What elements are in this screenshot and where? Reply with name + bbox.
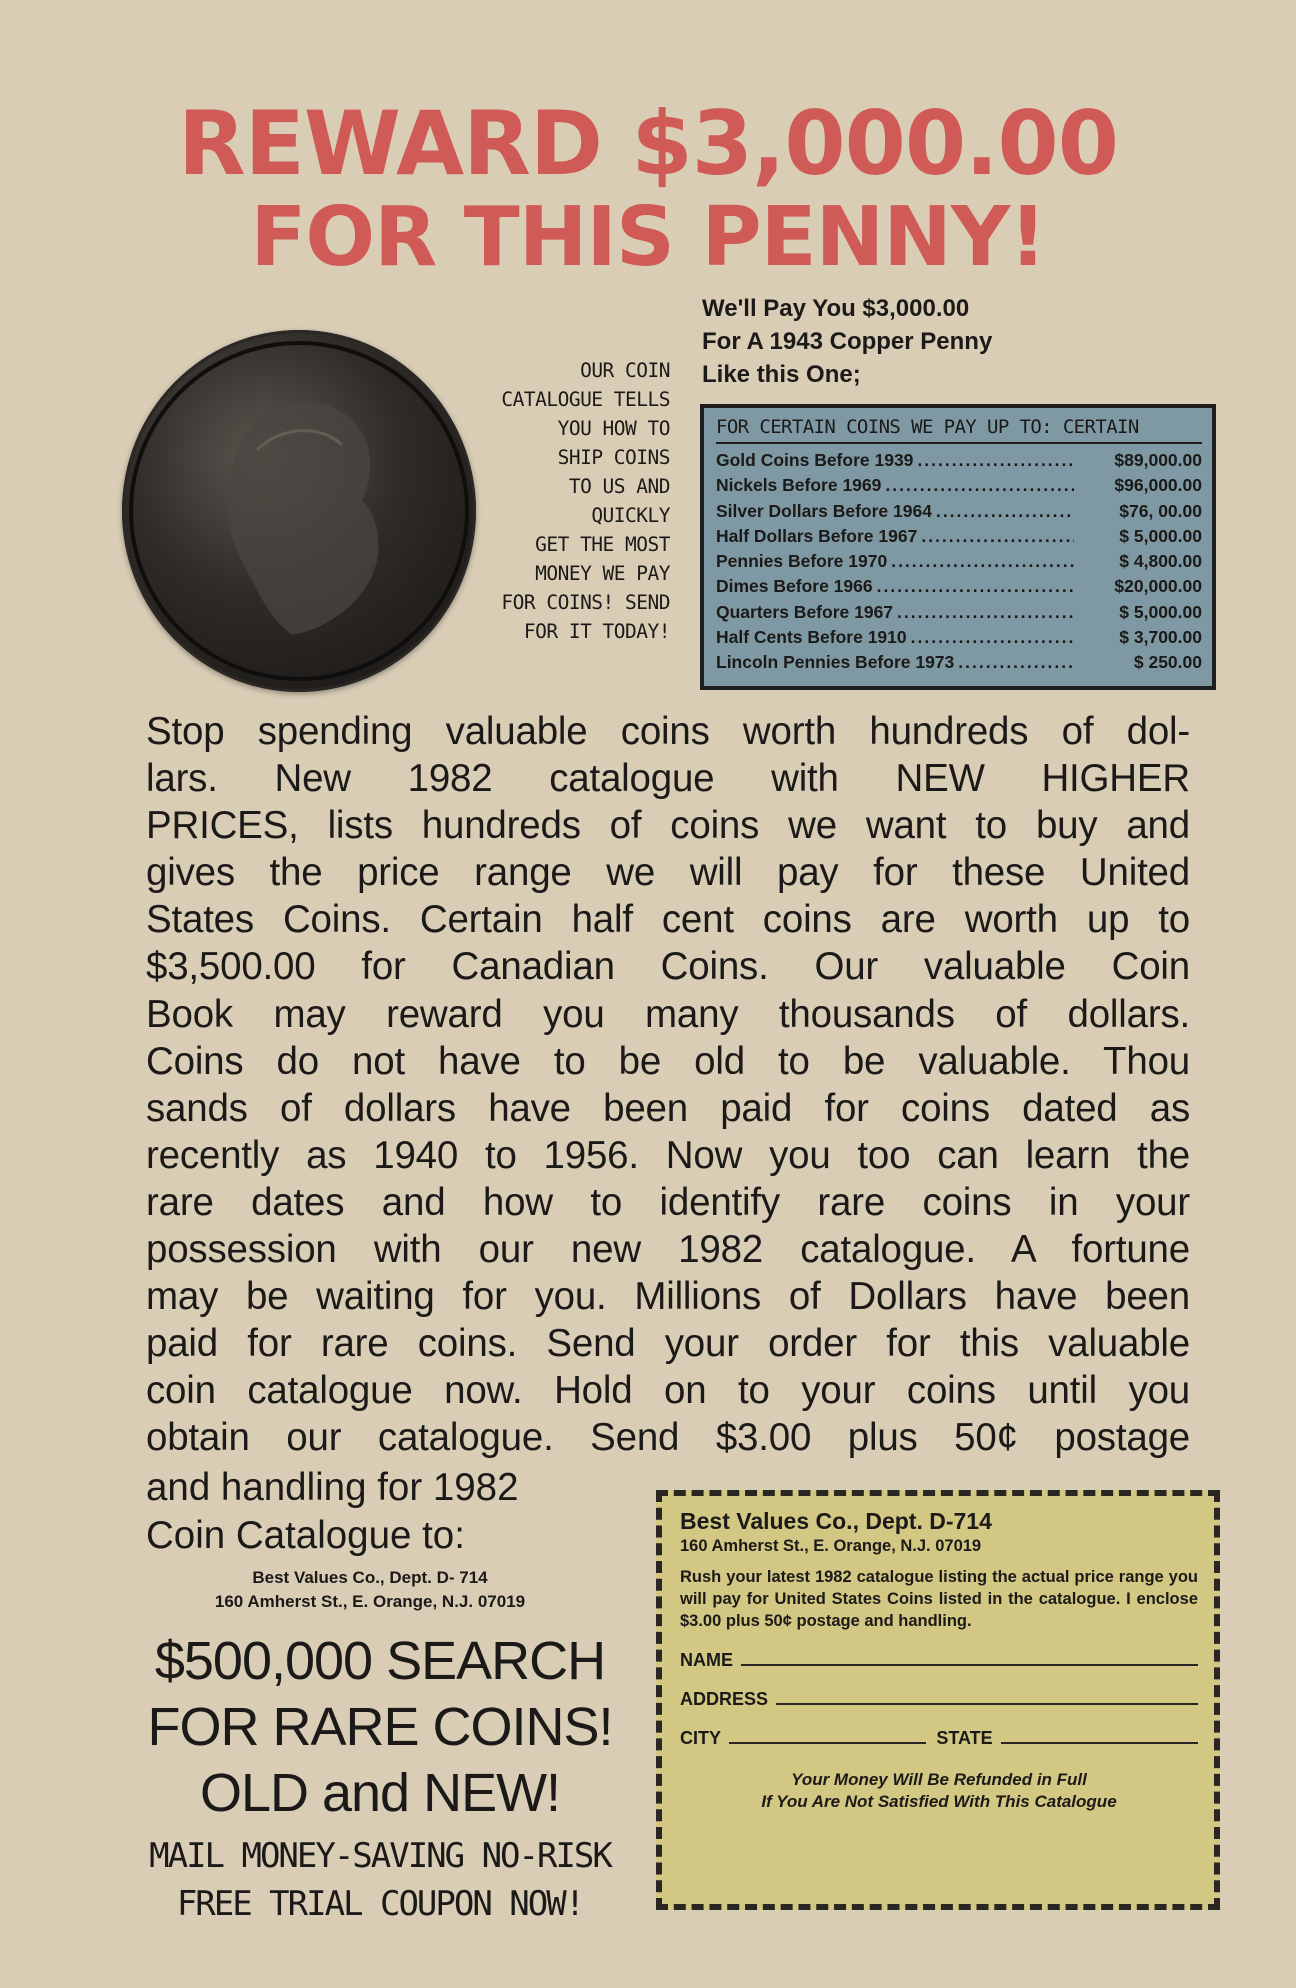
body-line: gives the price range we will pay for these United [146, 851, 1190, 895]
coin-price: $96,000.00 [1114, 475, 1202, 496]
state-label: STATE [936, 1728, 993, 1748]
address-line[interactable] [776, 1689, 1198, 1705]
note-line: SHIP COINS [557, 446, 670, 469]
note-line: YOU HOW TO [557, 417, 670, 440]
street-address: 160 Amherst St., E. Orange, N.J. 07019 [214, 1592, 526, 1611]
coin-price: $ 4,800.00 [1119, 551, 1202, 572]
note-line: CATALOGUE TELLS [501, 388, 670, 411]
price-table-header: FOR CERTAIN COINS WE PAY UP TO: CERTAIN [716, 416, 1202, 444]
note-line: FOR IT TODAY! [523, 620, 670, 643]
coupon-address: 160 Amherst St., E. Orange, N.J. 07019 [680, 1537, 982, 1555]
mail-line: MAIL MONEY-SAVING NO-RISK [149, 1836, 611, 1876]
coin-type: Silver Dollars Before 1964 [716, 500, 932, 521]
coin-price: $ 250.00 [1133, 652, 1202, 673]
pay-line: Like this One; [702, 361, 861, 388]
headline-penny: FOR THIS PENNY! [250, 190, 1046, 285]
coin-price: $20,000.00 [1114, 576, 1202, 597]
price-row [716, 499, 1202, 524]
body-line: PRICES, lists hundreds of coins we want to buy and [146, 804, 1190, 848]
company-name: Best Values Co., Dept. D- 714 [252, 1568, 488, 1587]
price-row [716, 524, 1202, 549]
note-line: MONEY WE PAY [535, 562, 670, 585]
pay-line: We'll Pay You $3,000.00 [702, 295, 970, 322]
lincoln-profile-icon [122, 330, 476, 692]
price-row [716, 549, 1202, 574]
coin-price: $ 5,000.00 [1119, 601, 1202, 622]
coin-type: Dimes Before 1966 [716, 576, 873, 597]
coin-type: Nickels Before 1969 [716, 475, 882, 496]
address-label: ADDRESS [680, 1689, 769, 1709]
refund-guarantee [680, 1769, 1198, 1813]
body-line: Stop spending valuable coins worth hundreds of dol- [146, 710, 1190, 753]
coin-type: Half Dollars Before 1967 [716, 525, 918, 546]
coupon-company: Best Values Co., Dept. D-714 [680, 1508, 992, 1534]
body-copy [146, 708, 1190, 1462]
headline-reward: REWARD $3,000.00 [177, 92, 1118, 195]
slogan-line: FOR RARE COINS! [147, 1697, 613, 1757]
body-line: coin catalogue now. Hold on to your coins until you [146, 1369, 1190, 1413]
slogan-line: OLD and NEW! [199, 1763, 561, 1823]
catalogue-to-line: Coin Catalogue to: [146, 1514, 465, 1557]
note-line: GET THE MOST [535, 533, 670, 556]
coin-type: Lincoln Pennies Before 1973 [716, 652, 955, 673]
body-line: $3,500.00 for Canadian Coins. Our valuable Coin [146, 945, 1190, 989]
address-field[interactable] [680, 1689, 1198, 1710]
body-line: lars. New 1982 catalogue with NEW HIGHER [146, 757, 1190, 801]
name-field[interactable] [680, 1650, 1198, 1671]
coin-catalogue-note [450, 356, 670, 646]
body-line: recently as 1940 to 1956. Now you too can learn the [146, 1133, 1190, 1177]
price-row [716, 650, 1202, 675]
note-line: QUICKLY [591, 504, 670, 527]
price-row [716, 600, 1202, 625]
price-row [716, 448, 1202, 473]
price-row [716, 473, 1202, 498]
refund-line: If You Are Not Satisfied With This Catalogue [761, 1792, 1117, 1811]
body-line: sands of dollars have been paid for coins dated as [146, 1086, 1190, 1130]
body-line: Coins do not have to be old to be valuable. Thou [146, 1039, 1190, 1083]
body-line: may be waiting for you. Millions of Dollars have been [146, 1275, 1190, 1319]
pay-statement [702, 292, 992, 391]
coin-price: $76, 00.00 [1119, 500, 1202, 521]
name-label: NAME [680, 1650, 733, 1670]
order-coupon[interactable] [656, 1490, 1220, 1910]
note-line: FOR COINS! SEND [501, 591, 670, 614]
body-line: paid for rare coins. Send your order for this valuable [146, 1322, 1190, 1366]
pay-line: For A 1943 Copper Penny [702, 328, 993, 355]
price-table [700, 404, 1216, 690]
handling-line: and handling for 1982 [146, 1466, 519, 1509]
coin-type: Half Cents Before 1910 [716, 627, 907, 648]
penny-image [122, 330, 476, 692]
state-line[interactable] [1001, 1728, 1198, 1744]
coin-price: $89,000.00 [1114, 450, 1202, 470]
price-row [716, 625, 1202, 650]
note-line: TO US AND [568, 475, 670, 498]
coin-type: Quarters Before 1967 [716, 601, 894, 622]
name-line[interactable] [741, 1650, 1198, 1666]
coin-price: $ 5,000.00 [1119, 525, 1202, 546]
refund-line: Your Money Will Be Refunded in Full [791, 1770, 1087, 1789]
city-label: CITY [680, 1728, 722, 1748]
city-state-field[interactable] [680, 1728, 1198, 1749]
mailing-address [100, 1566, 640, 1614]
coupon-order-text: Rush your latest 1982 catalogue listing the actual price range you will pay for United States Coins listed in the catalogue. I enclose $3.00 plus 50¢ postage and handling. [680, 1568, 1198, 1630]
body-line: possession with our new 1982 catalogue. A fortune [146, 1228, 1190, 1272]
mail-line: FREE TRIAL COUPON NOW! [176, 1884, 584, 1924]
coin-type: Pennies Before 1970 [716, 551, 888, 572]
body-line: obtain our catalogue. Send $3.00 plus 50¢ postage [146, 1416, 1190, 1460]
note-line: OUR COIN [580, 359, 670, 382]
body-line: States Coins. Certain half cent coins are worth up to [146, 898, 1190, 942]
city-line[interactable] [729, 1728, 926, 1744]
search-slogan [100, 1628, 660, 1826]
coin-type: Gold Coins Before 1939 [716, 450, 914, 470]
coin-price: $ 3,700.00 [1119, 627, 1202, 648]
body-line: Book may reward you many thousands of dollars. [146, 992, 1190, 1036]
price-row [716, 574, 1202, 599]
mail-coupon-callout [100, 1832, 660, 1928]
slogan-line: $500,000 SEARCH [154, 1631, 606, 1691]
order-instructions [100, 1464, 660, 1928]
body-line: rare dates and how to identify rare coins in your [146, 1180, 1190, 1224]
